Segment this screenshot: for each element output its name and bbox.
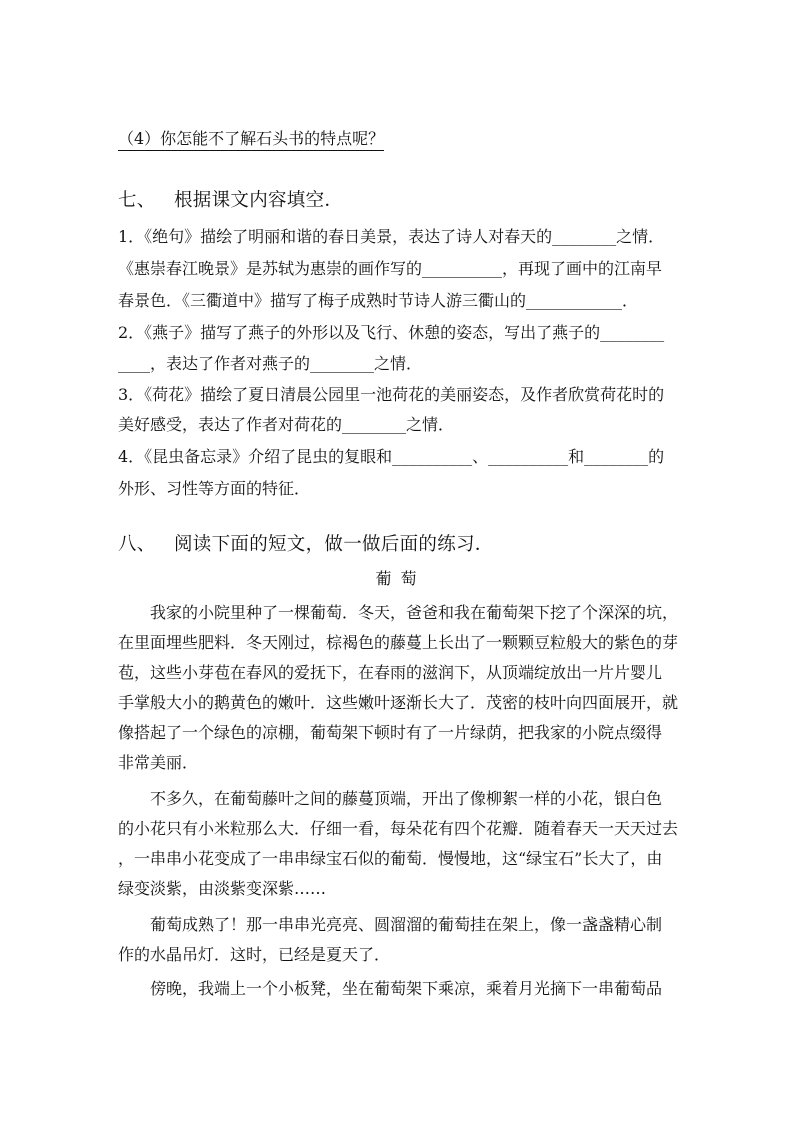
fill-line: 3．《荷花》描绘了夏日清晨公园里一池荷花的美丽姿态，及作者欣赏荷花时的 (118, 385, 665, 404)
passage-line: 葡萄成熟了！那一串串光亮亮、圆溜溜的葡萄挂在架上，像一盏盏精心制 (150, 915, 663, 934)
passage-line: 在里面埋些肥料．冬天刚过，棕褐色的藤蔓上长出了一颗颗豆粒般大的紫色的芽 (118, 633, 679, 652)
passage-line: 绿变淡紫，由淡紫变深紫…… (118, 879, 327, 898)
fill-line: 4．《昆虫备忘录》介绍了昆虫的复眼和__________、__________和________的 (118, 447, 665, 466)
passage-line: 的小花只有小米粒那么大．仔细一看，每朵花有四个花瓣．随着春天一天天过去 (118, 819, 679, 838)
fill-line: 春景色．《三衢道中》描写了梅子成熟时节诗人游三衢山的____________． (118, 291, 639, 310)
fill-line: 美好感受，表达了作者对荷花的________之情． (118, 415, 455, 434)
section-7-heading (118, 188, 343, 214)
passage-line: 不多久，在葡萄藤叶之间的藤蔓顶端，开出了像柳絮一样的小花，银白色 (150, 789, 663, 808)
passage-title: 葡 萄 (375, 569, 419, 588)
passage-line: 手掌般大小的鹅黄色的嫩叶．这些嫩叶逐渐长大了．茂密的枝叶向四面展开，就 (118, 693, 679, 712)
passage-line: 像搭起了一个绿色的凉棚，葡萄架下顿时有了一片绿荫，把我家的小院点缀得 (118, 723, 663, 742)
section-8-heading (118, 532, 494, 558)
passage-line: 傍晚，我端上一个小板凳，坐在葡萄架下乘凉，乘着月光摘下一串葡萄品 (150, 979, 663, 998)
fill-line: 《惠崇春江晚景》是苏轼为惠崇的画作写的__________，再现了画中的江南早 (118, 259, 663, 278)
fill-line: 2．《燕子》描写了燕子的外形以及飞行、休憩的姿态，写出了燕子的________ (118, 323, 665, 342)
answer-line (118, 150, 384, 151)
fill-line: ____，表达了作者对燕子的________之情． (118, 354, 423, 373)
passage-line: 非常美丽． (118, 753, 199, 772)
section-8-title: 阅读下面的短文，做一做后面的练习． (174, 534, 494, 555)
question-4: （4）你怎能不了解石头书的特点呢？ (118, 129, 385, 148)
passage-line: ，一串串小花变成了一串串绿宝石似的葡萄．慢慢地，这“绿宝石”长大了，由 (118, 849, 663, 868)
passage-line: 苞，这些小芽苞在春风的爱抚下，在春雨的滋润下，从顶端绽放出一片片婴儿 (118, 663, 663, 682)
passage-line: 作的水晶吊灯．这时，已经是夏天了． (118, 945, 391, 964)
passage-line: 我家的小院里种了一棵葡萄．冬天，爸爸和我在葡萄架下挖了个深深的坑， (150, 603, 679, 622)
fill-line: 外形、习性等方面的特征． (118, 479, 311, 498)
fill-line: 1．《绝句》描绘了明丽和谐的春日美景，表达了诗人对春天的________之情． (118, 227, 665, 246)
section-7-number: 七、 (118, 190, 156, 211)
section-7-title: 根据课文内容填空． (174, 190, 344, 211)
section-8-number: 八、 (118, 534, 156, 555)
